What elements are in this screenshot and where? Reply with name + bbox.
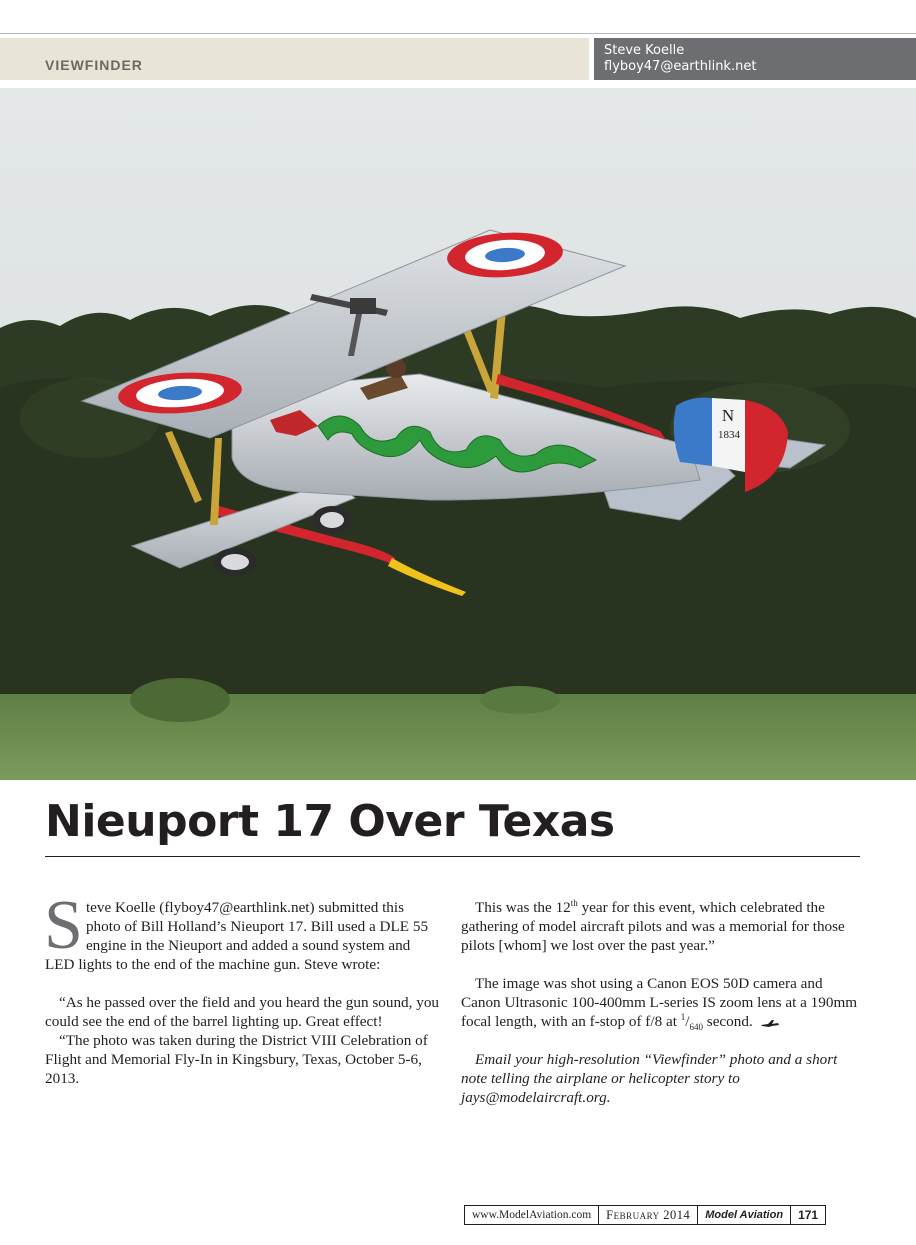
paragraph-camera-text-b: second.: [702, 1013, 753, 1030]
paragraph-submission: Email your high-resolution “Viewfinder” photo and a short note telling the airplane or helicopter story to jays@modelaircraft.org.: [461, 1051, 838, 1106]
ordinal-suffix: th: [570, 897, 578, 908]
section-label: VIEWFINDER: [45, 57, 143, 73]
rudder-letter: N: [721, 406, 735, 425]
drop-cap: S: [44, 887, 83, 964]
paragraph-quote-1: “As he passed over the field and you heard the gun sound, you could see the end of the barrel lighting up. Great effect!: [45, 994, 440, 1030]
fraction-numerator: 1: [680, 1011, 686, 1022]
footer-magazine: Model Aviation: [698, 1206, 791, 1224]
end-mark-airplane-icon: [760, 1018, 780, 1028]
paragraph-camera-text-a: The image was shot using a Canon EOS 50D camera and Canon Ultrasonic 100-400mm L-series IS zoom lens at a 190mm focal length, with an f-stop of f/8 at: [461, 975, 858, 1030]
fraction-slash: /: [685, 1013, 690, 1030]
paragraph-intro: [44, 887, 440, 974]
footer-url: www.ModelAviation.com: [465, 1206, 599, 1224]
top-rule: [0, 33, 916, 34]
paragraph-event: [461, 898, 861, 955]
footer-date: February 2014: [599, 1206, 698, 1224]
paragraph-event-text-a: This was the 12: [475, 899, 571, 916]
page-footer: [464, 1205, 826, 1225]
section-header: [0, 38, 589, 80]
rudder-number: 1834: [718, 429, 740, 441]
paragraph-quote-2: “The photo was taken during the District VIII Celebration of Flight and Memorial Fly-In in Kingsbury, Texas, October 5-6, 2013.: [45, 1032, 428, 1087]
page-number: 171: [798, 1208, 819, 1222]
airplane-photo: [0, 88, 916, 780]
title-rule: [45, 856, 860, 857]
fraction-denominator: 640: [689, 1022, 703, 1033]
shutter-fraction: [680, 1011, 703, 1033]
author-name: Steve Koelle: [604, 43, 685, 58]
paragraph-event-text-b: year for this event, which celebrated the gathering of model aircraft pilots and was a memorial for those pilots [whom] we lost over the past year.”: [461, 899, 845, 954]
paragraph-intro-text: teve Koelle (flyboy47@earthlink.net) submitted this photo of Bill Holland’s Nieuport 17. Bill used a DLE 55 engine in the Nieuport and added a sound system and LED lights to the end of the machine gun. Steve wrote:: [45, 899, 429, 973]
column-left: [44, 887, 440, 1088]
column-right: [461, 898, 861, 1107]
article-title: Nieuport 17 Over Texas: [45, 796, 615, 847]
author-box: [594, 38, 916, 80]
paragraph-camera: [461, 974, 861, 1031]
author-email: flyboy47@earthlink.net: [604, 59, 757, 74]
